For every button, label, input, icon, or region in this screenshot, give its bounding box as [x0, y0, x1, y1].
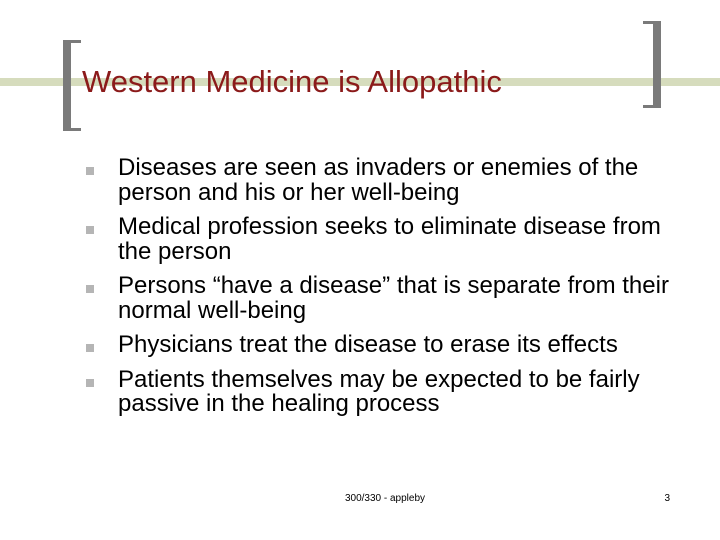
bullet-list [86, 156, 686, 427]
square-bullet-icon [86, 379, 94, 387]
bullet-item [86, 215, 686, 264]
right-bracket [653, 21, 661, 108]
slide-title: Western Medicine is Allopathic [82, 64, 502, 99]
left-bracket-top [63, 40, 81, 43]
slide-footer: 300/330 - appleby [344, 493, 426, 504]
bullet-text: Persons “have a disease” that is separate from their normal well-being [118, 272, 669, 324]
left-bracket [63, 40, 71, 131]
right-bracket-bottom [643, 105, 661, 108]
right-bracket-top [643, 21, 661, 24]
bullet-item [86, 274, 686, 323]
left-bracket-bottom [63, 128, 81, 131]
bullet-text: Medical profession seeks to eliminate disease from the person [118, 213, 661, 265]
bullet-text: Physicians treat the disease to erase its effects [118, 331, 618, 358]
square-bullet-icon [86, 285, 94, 293]
square-bullet-icon [86, 226, 94, 234]
bullet-text: Patients themselves may be expected to be fairly passive in the healing process [118, 365, 640, 417]
square-bullet-icon [86, 167, 94, 175]
bullet-item [86, 333, 686, 358]
bullet-item [86, 365, 686, 417]
bullet-item [86, 156, 686, 205]
square-bullet-icon [86, 344, 94, 352]
page-number: 3 [664, 493, 670, 504]
bullet-text: Diseases are seen as invaders or enemies of the person and his or her well-being [118, 154, 639, 206]
